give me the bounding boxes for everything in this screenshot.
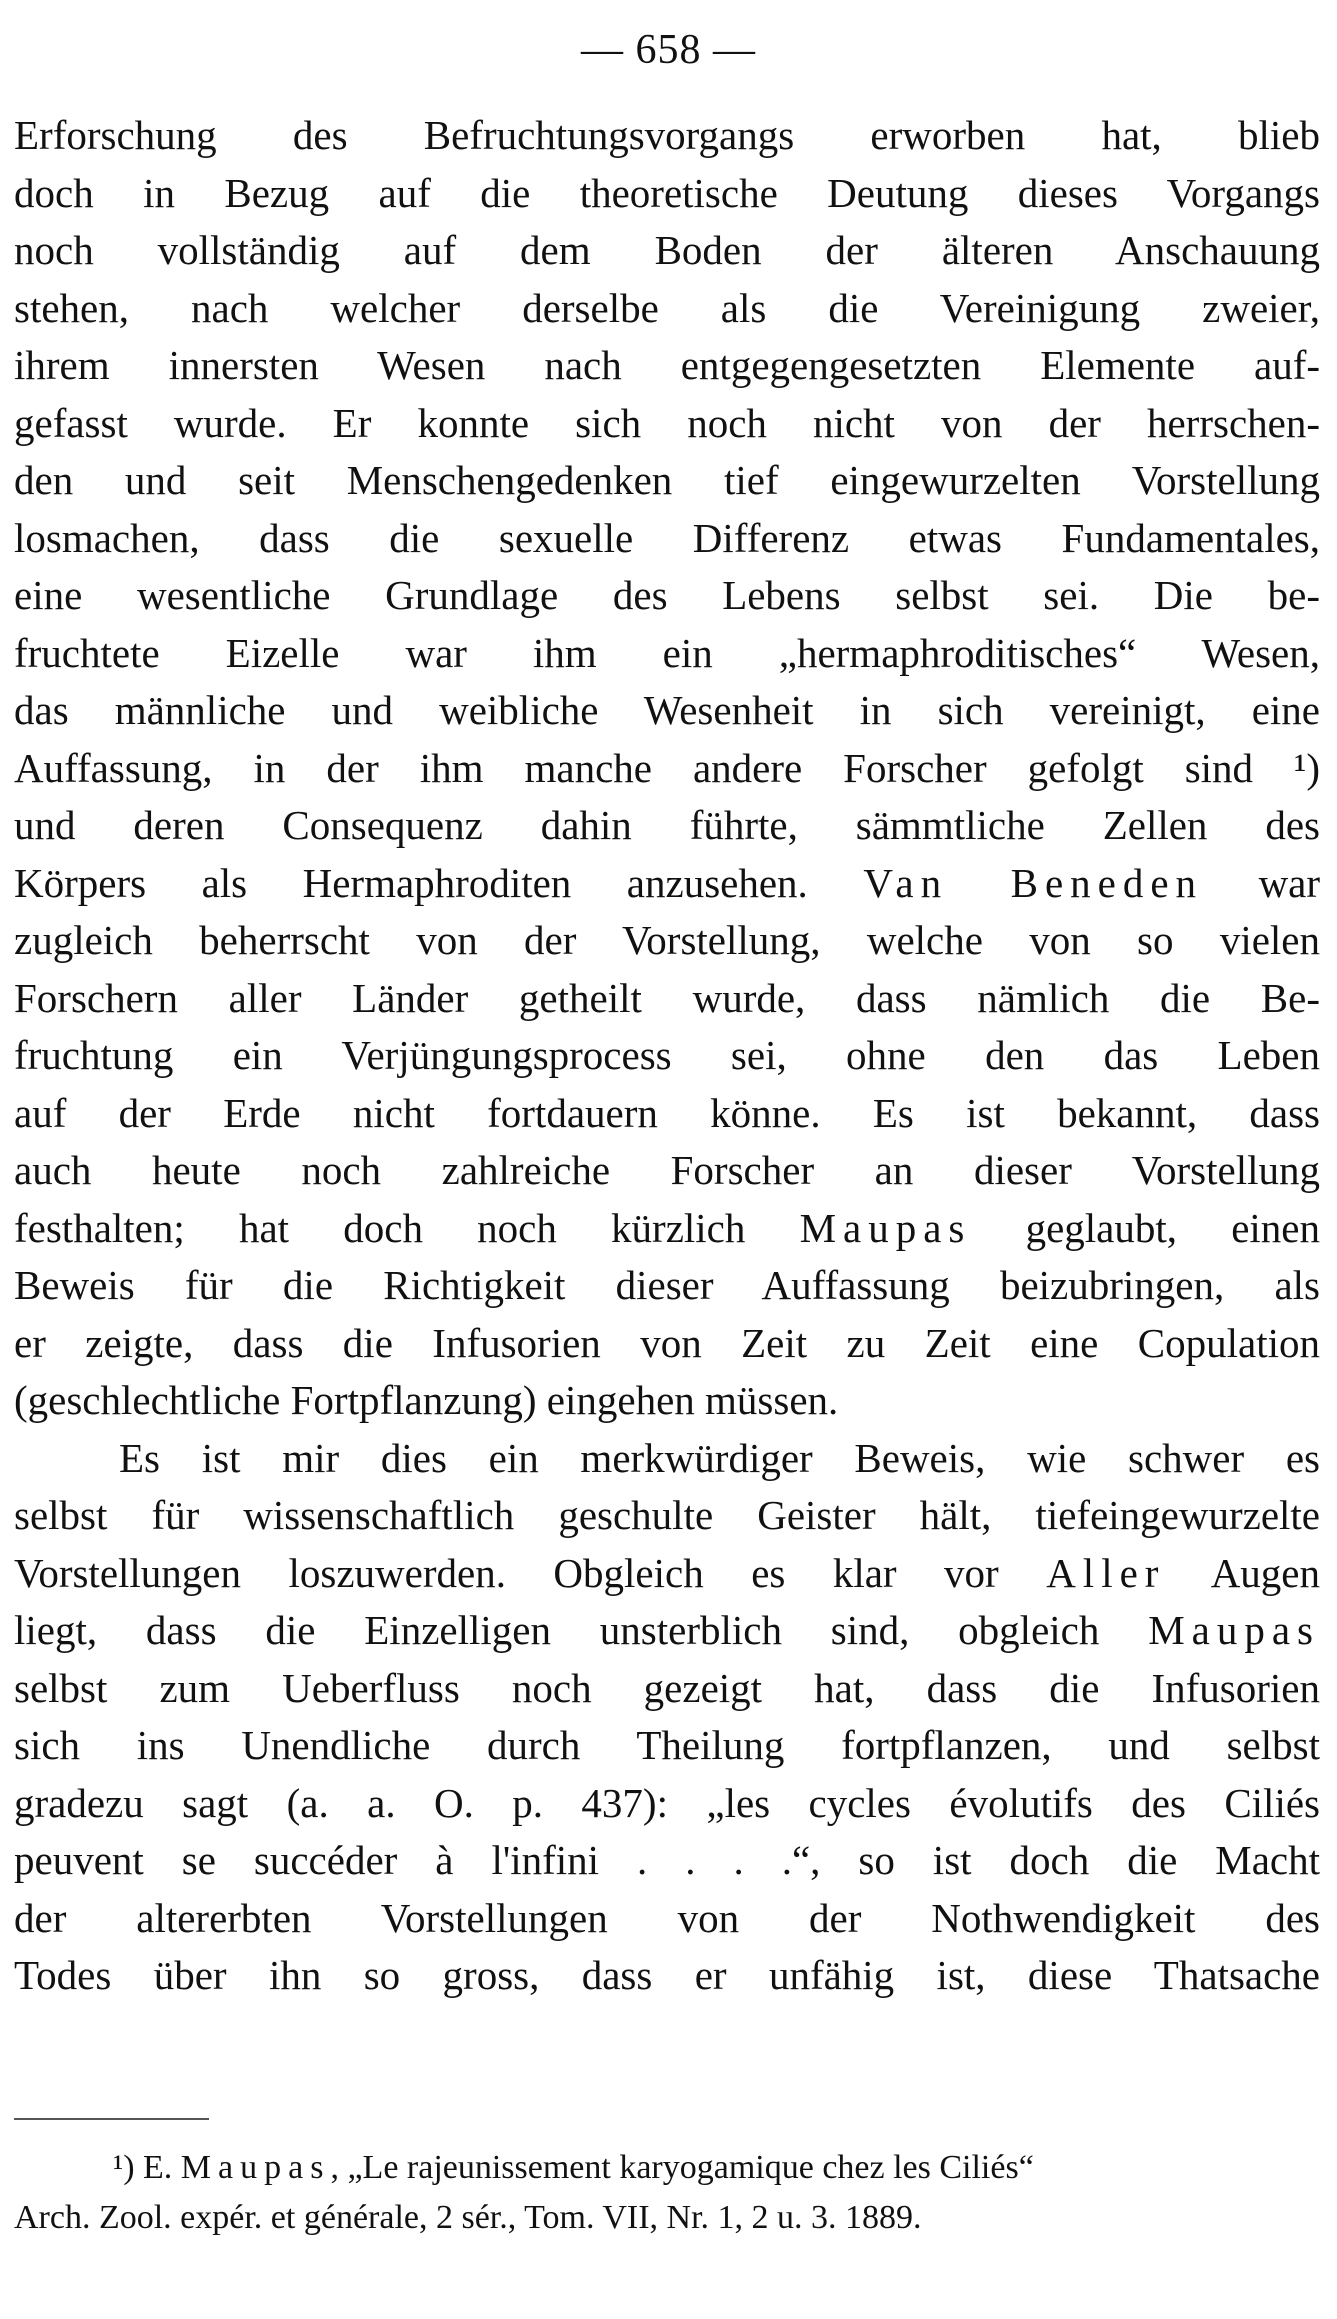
text-line: und deren Consequenz dahin führte, sämmtliche Zellen des bbox=[14, 802, 1320, 848]
text-line: gradezu sagt (a. a. O. p. 437): „les cycles évolutifs des Ciliés bbox=[14, 1779, 1320, 1826]
text-fragment: geglaubt, einen bbox=[1025, 1204, 1321, 1251]
author-name: Van Beneden bbox=[863, 859, 1204, 906]
text-line: der altererbten Vorstellungen von der Nothwendigkeit des bbox=[14, 1894, 1320, 1941]
page-number: — 658 — bbox=[581, 27, 756, 73]
text-line: das männliche und weibliche Wesenheit in sich vereinigt, eine bbox=[14, 687, 1320, 733]
text-line bbox=[14, 1545, 1320, 1603]
text-line: den und seit Menschengedenken tief eingewurzelten Vorstellung bbox=[14, 457, 1320, 503]
author-name: Maupas bbox=[799, 1204, 972, 1251]
text-line: selbst zum Ueberfluss noch gezeigt hat, dass die Infusorien bbox=[14, 1664, 1320, 1711]
text-fragment: war bbox=[1258, 859, 1321, 906]
footnotes bbox=[14, 2143, 1320, 2243]
text-line: selbst für wissenschaftlich geschulte Geister hält, tiefeingewurzelte bbox=[14, 1492, 1320, 1538]
text-line: gefasst wurde. Er konnte sich noch nicht von der herrschen- bbox=[14, 399, 1320, 446]
main-text bbox=[14, 107, 1320, 2005]
text-line: Forschern aller Länder getheilt wurde, dass nämlich die Be- bbox=[14, 974, 1320, 1021]
text-fragment: liegt, dass die Einzelligen unsterblich sind, obgleich bbox=[14, 1607, 1100, 1653]
text-line: Beweis für die Richtigkeit dieser Auffassung beizubringen, als bbox=[14, 1262, 1320, 1308]
text-line: sich ins Unendliche durch Theilung fortpflanzen, und selbst bbox=[14, 1722, 1320, 1768]
text-line: eine wesentliche Grundlage des Lebens selbst sei. Die be- bbox=[14, 572, 1320, 618]
text-line: (geschlechtliche Fortpflanzung) eingehen müssen. bbox=[14, 1377, 839, 1423]
text-fragment: Vorstellungen loszuwerden. Obgleich es klar vor bbox=[14, 1549, 999, 1596]
footnote-line: Arch. Zool. expér. et générale, 2 sér., Tom. VII, Nr. 1, 2 u. 3. 1889. bbox=[14, 2199, 922, 2236]
text-line: peuvent se succéder à l'infini . . . .“, so ist doch die Macht bbox=[14, 1837, 1320, 1883]
footnote-divider bbox=[14, 2118, 209, 2120]
author-name: Maupas bbox=[180, 2149, 331, 2186]
text-line: losmachen, dass die sexuelle Differenz etwas Fundamentales, bbox=[14, 514, 1320, 561]
footnote-marker: ¹) E. bbox=[113, 2149, 173, 2186]
text-fragment: Körpers als Hermaphroditen anzusehen. bbox=[14, 859, 808, 906]
text-line: stehen, nach welcher derselbe als die Vereinigung zweier, bbox=[14, 284, 1320, 331]
text-line: Erforschung des Befruchtungsvorgangs erworben hat, blieb bbox=[14, 112, 1320, 158]
text-line: Auffassung, in der ihm manche andere Forscher gefolgt sind ¹) bbox=[14, 744, 1320, 791]
text-line: fruchtung ein Verjüngungsprocess sei, ohne den das Leben bbox=[14, 1032, 1320, 1078]
author-name: Maupas bbox=[1148, 1607, 1321, 1653]
text-line: doch in Bezug auf die theoretische Deutung dieses Vorgangs bbox=[14, 169, 1320, 216]
text-line: noch vollständig auf dem Boden der älteren Anschauung bbox=[14, 227, 1320, 273]
footnote-line bbox=[14, 2143, 1320, 2193]
text-line: Todes über ihn so gross, dass er unfähig ist, diese Thatsache bbox=[14, 1952, 1320, 1998]
footnote-text: , „Le rajeunissement karyogamique chez les Ciliés“ bbox=[330, 2149, 1034, 2186]
text-line bbox=[14, 855, 1320, 913]
text-line: Es ist mir dies ein merkwürdiger Beweis, wie schwer es bbox=[119, 1434, 1320, 1481]
text-line: zugleich beherrscht von der Vorstellung, welche von so vielen bbox=[14, 917, 1320, 963]
text-fragment: festhalten; hat doch noch kürzlich bbox=[14, 1204, 746, 1251]
text-line: fruchtete Eizelle war ihm ein „hermaphroditisches“ Wesen, bbox=[14, 629, 1320, 676]
text-line: er zeigte, dass die Infusorien von Zeit zu Zeit eine Copulation bbox=[14, 1319, 1320, 1366]
text-line bbox=[14, 1200, 1320, 1258]
text-line: auf der Erde nicht fortdauern könne. Es ist bekannt, dass bbox=[14, 1089, 1320, 1136]
emphasis-word: Aller bbox=[1046, 1549, 1166, 1596]
text-line: auch heute noch zahlreiche Forscher an dieser Vorstellung bbox=[14, 1147, 1320, 1193]
text-line: ihrem innersten Wesen nach entgegengesetzten Elemente auf- bbox=[14, 342, 1320, 388]
text-line bbox=[14, 1602, 1320, 1660]
text-fragment: Augen bbox=[1210, 1549, 1320, 1596]
